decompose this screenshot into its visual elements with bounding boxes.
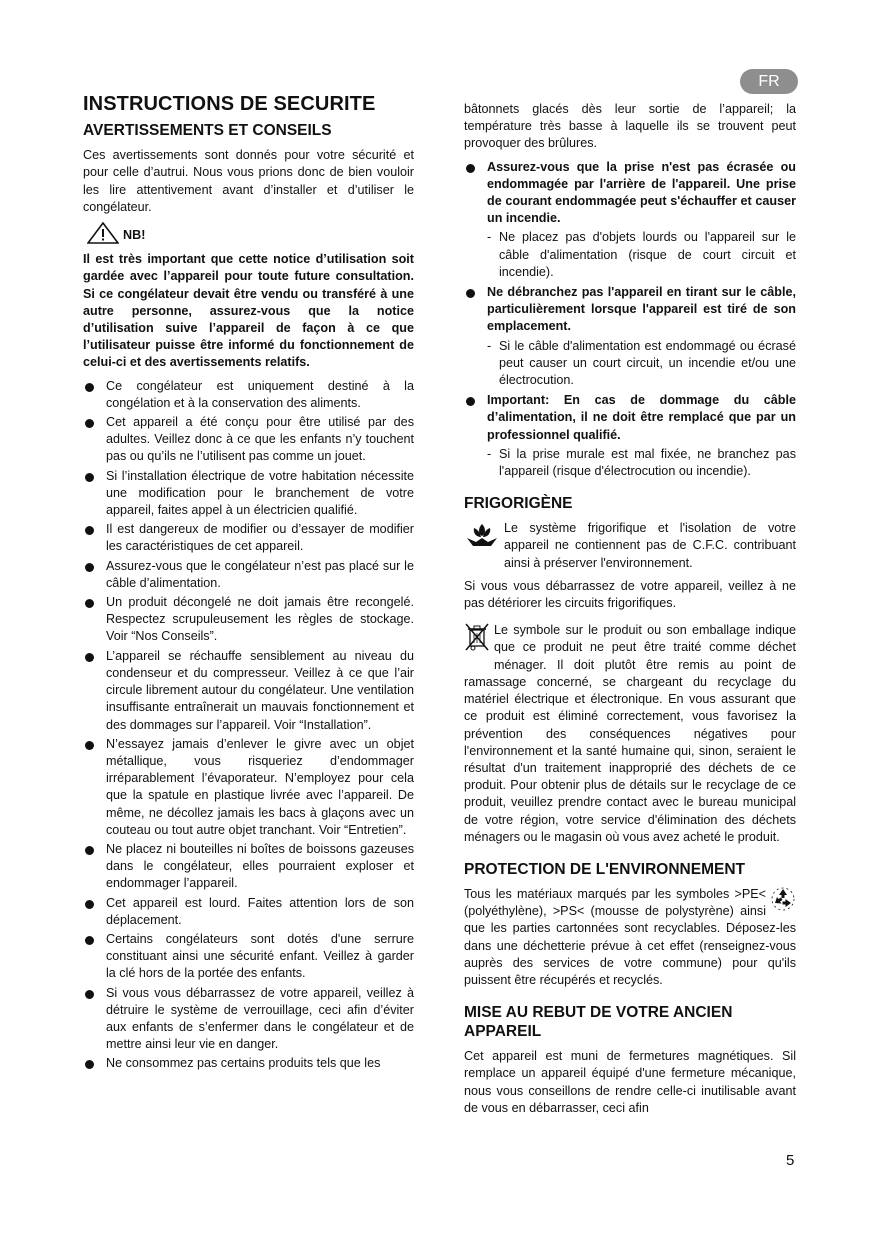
list-item: Important: En cas de dommage du câble d’alimentation, il ne doit être remplacé que par un professionnel qualifié. [464, 392, 796, 444]
right-column [464, 101, 796, 1123]
intro-paragraph: Ces avertissements sont donnés pour votre sécurité et pour celle d’autrui. Nous vous prions donc de bien vouloir les lire attentivement avant d’installer et d’utiliser le congélateur. [83, 148, 414, 214]
list-item: Si vous vous débarrassez de votre appareil, veillez à détruire le système de verrouillage, ceci afin d’éviter aux enfants de s’enfermer dans le congélateur et de mettre ainsi leur vie en danger. [83, 985, 414, 1054]
disposal-paragraph: Cet appareil est muni de fermetures magnétiques. Sil remplace un appareil équipé d'une fermeture mécanique, nous vous conseillons de rendre celle-ci inutilisable avant de vous en débarrasser, ceci afin [464, 1049, 796, 1115]
electrical-warnings-list-2 [464, 284, 796, 336]
recycle-icon [770, 886, 796, 917]
environment-text: Tous les matériaux marqués par les symboles >PE< (polyéthylène), >PS< (mousse de polystyrène) ainsi que les parties cartonnées sont recyclables. Déposez-les dans une déchetterie prévue à cet effet (renseignez-vous auprès des services de votre commune) pour qu'ils puissent être récupérés et recyclés. [464, 886, 796, 987]
list-item: Assurez-vous que la prise n'est pas écrasée ou endommagée par l'arrière de l'appareil. Une prise de courant endommagée peut s'échauffer et causer un incendie. [464, 159, 796, 228]
environment-paragraph [464, 886, 796, 989]
sub-item: - Si la prise murale est mal fixée, ne branchez pas l'appareil (risque d'électrocution ou incendie). [487, 446, 796, 479]
page-number: 5 [786, 1152, 795, 1169]
language-badge: FR [740, 69, 798, 94]
sub-item-text: Ne placez pas d'objets lourds ou l'appareil sur le câble d'alimentation (risque de court circuit et incendie). [499, 230, 796, 279]
refrigerant-text: Le système frigorifique et l'isolation de votre appareil ne contiennent pas de C.F.C. contribuant ainsi à préserver l'environnement. [504, 521, 796, 570]
section-title-environment: PROTECTION DE L'ENVIRONNEMENT [464, 860, 745, 878]
left-column [83, 93, 414, 1075]
sub-item: - Ne placez pas d'objets lourds ou l'appareil sur le câble d'alimentation (risque de court circuit et incendie). [487, 230, 796, 279]
list-item: Un produit décongelé ne doit jamais être recongelé. Respectez scrupuleusement les règles de stockage. Voir “Nos Conseils”. [83, 594, 414, 646]
cfc-free-icon [464, 520, 500, 555]
list-item: Il est dangereux de modifier ou d’essayer de modifier les caractéristiques de cet appareil. [83, 521, 414, 555]
list-item: Ce congélateur est uniquement destiné à la congélation et à la conservation des aliments. [83, 378, 414, 412]
list-item: Ne placez ni bouteilles ni boîtes de boissons gazeuses dans le congélateur, elles pourraient exploser et endommager l’appareil. [83, 841, 414, 893]
continuation-text: bâtonnets glacés dès leur sortie de l’appareil; la température très basse à laquelle ils se trouvent peut provoquer des brûlures. [464, 102, 796, 151]
section-title-warnings: AVERTISSEMENTS ET CONSEILS [83, 122, 332, 140]
weee-paragraph [464, 622, 796, 846]
sub-item-text: Si la prise murale est mal fixée, ne branchez pas l'appareil (risque d'électrocution ou incendie). [499, 446, 796, 479]
refrigerant-paragraph [464, 520, 796, 572]
nb-heading [87, 222, 414, 249]
sub-item-text: Si le câble d'alimentation est endommagé ou écrasé peut causer un court circuit, un incendie et/ou une électrocution. [499, 338, 796, 388]
safety-bullet-list [83, 378, 414, 1073]
page-title: INSTRUCTIONS DE SECURITE [83, 93, 376, 115]
list-item: N’essayez jamais d’enlever le givre avec un objet métallique, vous risqueriez d’endommager irréparablement l’évaporateur. N’employez pour cela que la spatule en plastique livrée avec l’appareil. De même, ne décollez jamais les bacs à glaçons avec un couteau ou tout autre objet tranchant. Voir “Entretien”. [83, 736, 414, 839]
list-item: Ne débranchez pas l'appareil en tirant sur le câble, particulièrement lorsque l'appareil est tiré de son emplacement. [464, 284, 796, 336]
nb-text: Il est très important que cette notice d’utilisation soit gardée avec l’appareil pour toute future consultation. Si ce congélateur devait être vendu ou transféré à une autre personne, assurez-vous que la notice d’utilisation suive l’appareil de façon à ce que l’utilisateur puisse être informé du fonctionnement de celui-ci et des avertissements relatifs. [83, 252, 414, 370]
electrical-warnings-list [464, 159, 796, 228]
electrical-warnings-list-3 [464, 392, 796, 444]
section-title-refrigerant: FRIGORIGÈNE [464, 495, 573, 513]
list-item: Assurez-vous que le congélateur n’est pas placé sur le câble d’alimentation. [83, 558, 414, 592]
weee-text: Le symbole sur le produit ou son emballage indique que ce produit ne peut être traité comme déchet ménager. Il doit plutôt être remis au point de ramassage concerné, se chargeant du recyclage du matériel électrique et électronique. En vous assurant que ce produit est éliminé correctement, vous favorisez la prévention des conséquences négatives pour l'environnement et la santé humaine qui, sinon, seraient le résultat d'un traitement inapproprié des déchets de ce produit. Pour obtenir plus de détails sur le recyclage de ce produit, veuillez prendre contact avec le bureau municipal de votre région, votre service d'élimination des déchets ménagers ou le magasin où vous avez acheté le produit. [464, 623, 796, 844]
refrigerant-paragraph-2: Si vous vous débarrassez de votre appareil, veillez à ne pas détériorer les circuits frigorifiques. [464, 578, 796, 611]
crossed-bin-icon [464, 622, 490, 657]
list-item-lock: Certains congélateurs sont dotés d'une serrure constituant ainsi une sécurité enfant. Veillez à garder la clé hors de la portée des enfants. [83, 931, 414, 983]
list-item: Cet appareil est lourd. Faites attention lors de son déplacement. [83, 895, 414, 929]
warning-triangle-icon [87, 222, 119, 249]
sub-item: - Si le câble d'alimentation est endommagé ou écrasé peut causer un court circuit, un incendie et/ou une électrocution. [487, 338, 796, 388]
list-item: Ne consommez pas certains produits tels que les [83, 1055, 414, 1072]
list-item: L’appareil se réchauffe sensiblement au niveau du condenseur et du compresseur. Veillez à ce que l’air circule librement autour du congélateur. Une ventilation insuffisante entraînerait un mauvais fonctionnement et des dommages sur l’appareil. Voir “Installation”. [83, 648, 414, 734]
section-title-disposal: MISE AU REBUT DE VOTRE ANCIEN APPAREIL [464, 1004, 733, 1041]
list-item: Cet appareil a été conçu pour être utilisé par des adultes. Veillez donc à ce que les enfants n’y touchent pas ou qu’ils ne l’utilisent pas comme un jouet. [83, 414, 414, 466]
nb-label: NB! [123, 228, 146, 243]
list-item: Si l’installation électrique de votre habitation nécessite une modification pour le branchement de votre appareil, faites appel à un électricien qualifié. [83, 468, 414, 520]
